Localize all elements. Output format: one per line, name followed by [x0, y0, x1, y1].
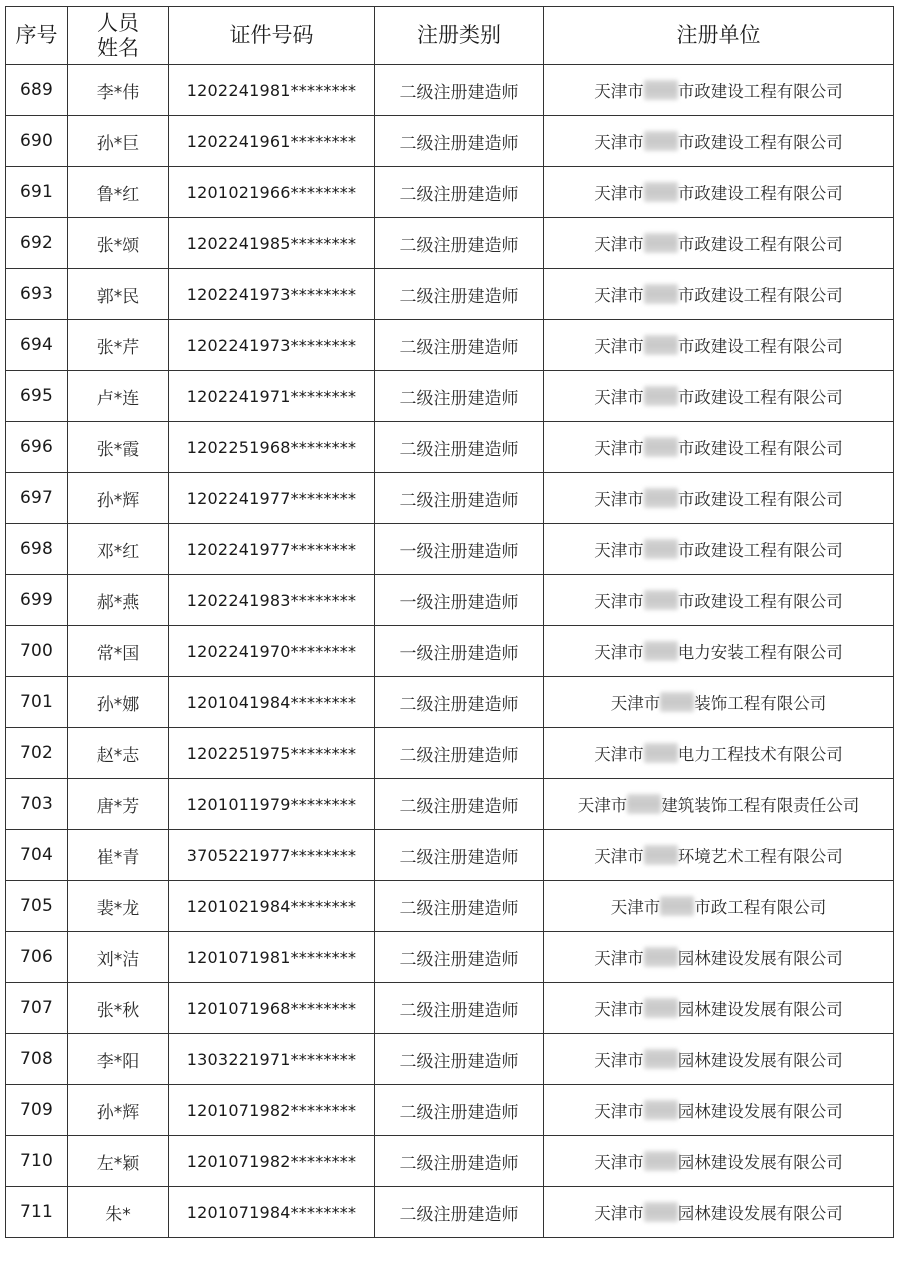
person-name-cell: 崔*青: [68, 830, 169, 881]
unit-suffix: 电力安装工程有限公司: [677, 643, 843, 662]
registration-unit-cell: [544, 1136, 894, 1187]
unit-suffix: 市政建设工程有限公司: [677, 133, 843, 152]
person-name-cell: 郝*燕: [68, 575, 169, 626]
registration-unit-text: [594, 486, 843, 510]
registration-type-cell: 二级注册建造师: [375, 116, 544, 167]
person-name-cell: 邓*红: [68, 524, 169, 575]
table-row: [6, 65, 894, 116]
id-number-cell: 1202241961********: [169, 116, 375, 167]
header-person-name-line2: 姓名: [97, 35, 139, 60]
registration-unit-text: [594, 78, 843, 102]
registration-unit-cell: [544, 983, 894, 1034]
unit-prefix: 天津市: [594, 133, 644, 152]
unit-suffix: 市政建设工程有限公司: [677, 235, 843, 254]
redaction-blur: [644, 845, 678, 865]
id-number-cell: 1201071981********: [169, 932, 375, 983]
redaction-blur: [644, 488, 678, 508]
table-body: [6, 65, 894, 1238]
registration-type-cell: 二级注册建造师: [375, 881, 544, 932]
id-number-cell: 1202241971********: [169, 371, 375, 422]
unit-suffix: 园林建设发展有限公司: [677, 1102, 843, 1121]
table-header-row: [6, 7, 894, 65]
redaction-blur: [644, 590, 678, 610]
id-number-cell: 3705221977********: [169, 830, 375, 881]
table-row: [6, 575, 894, 626]
serial-number-cell: 690: [6, 116, 68, 167]
person-name-cell: 赵*志: [68, 728, 169, 779]
registration-unit-cell: [544, 116, 894, 167]
registration-type-cell: 二级注册建造师: [375, 1085, 544, 1136]
serial-number-cell: 700: [6, 626, 68, 677]
unit-prefix: 天津市: [594, 439, 644, 458]
person-name-cell: 孙*辉: [68, 473, 169, 524]
unit-suffix: 环境艺术工程有限公司: [677, 847, 843, 866]
registration-type-cell: 二级注册建造师: [375, 1034, 544, 1085]
id-number-cell: 1202241970********: [169, 626, 375, 677]
serial-number-cell: 695: [6, 371, 68, 422]
id-number-cell: 1201071968********: [169, 983, 375, 1034]
table-row: [6, 422, 894, 473]
registration-unit-text: [594, 639, 843, 663]
person-name-cell: 张*霞: [68, 422, 169, 473]
unit-prefix: 天津市: [594, 184, 644, 203]
unit-suffix: 市政建设工程有限公司: [677, 337, 843, 356]
redaction-blur: [644, 1202, 678, 1222]
registration-unit-cell: [544, 1034, 894, 1085]
unit-prefix: 天津市: [594, 490, 644, 509]
person-name-cell: 卢*连: [68, 371, 169, 422]
registration-unit-text: [594, 588, 843, 612]
registry-table: [5, 6, 894, 1238]
registry-table-container: [5, 6, 894, 1238]
registration-type-cell: 二级注册建造师: [375, 320, 544, 371]
person-name-cell: 孙*巨: [68, 116, 169, 167]
person-name-cell: 郭*民: [68, 269, 169, 320]
person-name-cell: 左*颖: [68, 1136, 169, 1187]
unit-prefix: 天津市: [594, 82, 644, 101]
unit-suffix: 园林建设发展有限公司: [677, 1153, 843, 1172]
serial-number-cell: 709: [6, 1085, 68, 1136]
registration-unit-cell: [544, 575, 894, 626]
redaction-blur: [644, 998, 678, 1018]
serial-number-cell: 702: [6, 728, 68, 779]
serial-number-cell: 704: [6, 830, 68, 881]
registration-unit-cell: [544, 677, 894, 728]
header-person-name: [68, 7, 169, 65]
person-name-cell: 张*颂: [68, 218, 169, 269]
unit-prefix: 天津市: [594, 745, 644, 764]
registration-unit-text: [594, 333, 843, 357]
redaction-blur: [644, 284, 678, 304]
unit-prefix: 天津市: [594, 337, 644, 356]
redaction-blur: [627, 794, 661, 814]
registration-unit-cell: [544, 371, 894, 422]
table-row: [6, 881, 894, 932]
table-row: [6, 1136, 894, 1187]
redaction-blur: [644, 131, 678, 151]
person-name-cell: 刘*洁: [68, 932, 169, 983]
serial-number-cell: 689: [6, 65, 68, 116]
table-row: [6, 218, 894, 269]
id-number-cell: 1201011979********: [169, 779, 375, 830]
id-number-cell: 1201071982********: [169, 1136, 375, 1187]
unit-suffix: 电力工程技术有限公司: [677, 745, 843, 764]
unit-prefix: 天津市: [594, 643, 644, 662]
registration-unit-cell: [544, 422, 894, 473]
table-row: [6, 1085, 894, 1136]
id-number-cell: 1202241985********: [169, 218, 375, 269]
table-row: [6, 1034, 894, 1085]
id-number-cell: 1202241973********: [169, 269, 375, 320]
unit-suffix: 园林建设发展有限公司: [677, 1000, 843, 1019]
registration-type-cell: 一级注册建造师: [375, 626, 544, 677]
registration-unit-cell: [544, 1187, 894, 1238]
registration-type-cell: 二级注册建造师: [375, 422, 544, 473]
registration-unit-cell: [544, 932, 894, 983]
id-number-cell: 1202251975********: [169, 728, 375, 779]
registration-type-cell: 二级注册建造师: [375, 779, 544, 830]
redaction-blur: [644, 386, 678, 406]
id-number-cell: 1201021984********: [169, 881, 375, 932]
serial-number-cell: 701: [6, 677, 68, 728]
table-row: [6, 626, 894, 677]
serial-number-cell: 711: [6, 1187, 68, 1238]
redaction-blur: [644, 947, 678, 967]
registration-unit-text: [611, 894, 827, 918]
unit-suffix: 建筑装饰工程有限责任公司: [661, 796, 860, 815]
registration-unit-text: [594, 435, 843, 459]
registration-type-cell: 二级注册建造师: [375, 728, 544, 779]
registration-type-cell: 二级注册建造师: [375, 1136, 544, 1187]
id-number-cell: 1202241973********: [169, 320, 375, 371]
registration-type-cell: 二级注册建造师: [375, 269, 544, 320]
registration-unit-cell: [544, 473, 894, 524]
registration-unit-text: [594, 180, 843, 204]
serial-number-cell: 693: [6, 269, 68, 320]
unit-suffix: 园林建设发展有限公司: [677, 949, 843, 968]
serial-number-cell: 708: [6, 1034, 68, 1085]
registration-type-cell: 二级注册建造师: [375, 1187, 544, 1238]
registration-unit-cell: [544, 626, 894, 677]
id-number-cell: 1202241981********: [169, 65, 375, 116]
person-name-cell: 李*阳: [68, 1034, 169, 1085]
unit-suffix: 市政建设工程有限公司: [677, 184, 843, 203]
registration-unit-text: [594, 282, 843, 306]
unit-prefix: 天津市: [594, 1102, 644, 1121]
registration-type-cell: 二级注册建造师: [375, 371, 544, 422]
registration-unit-cell: [544, 167, 894, 218]
registration-unit-cell: [544, 524, 894, 575]
redaction-blur: [644, 539, 678, 559]
unit-prefix: 天津市: [594, 1000, 644, 1019]
id-number-cell: 1202251968********: [169, 422, 375, 473]
table-row: [6, 677, 894, 728]
table-row: [6, 371, 894, 422]
redaction-blur: [644, 1151, 678, 1171]
table-row: [6, 1187, 894, 1238]
id-number-cell: 1202241977********: [169, 524, 375, 575]
serial-number-cell: 694: [6, 320, 68, 371]
unit-prefix: 天津市: [594, 286, 644, 305]
unit-suffix: 园林建设发展有限公司: [677, 1051, 843, 1070]
registration-unit-cell: [544, 320, 894, 371]
unit-prefix: 天津市: [594, 847, 644, 866]
person-name-cell: 孙*辉: [68, 1085, 169, 1136]
id-number-cell: 1201071984********: [169, 1187, 375, 1238]
registration-unit-text: [594, 843, 843, 867]
person-name-cell: 鲁*红: [68, 167, 169, 218]
registration-unit-cell: [544, 269, 894, 320]
unit-suffix: 园林建设发展有限公司: [677, 1204, 843, 1223]
header-registration-unit: 注册单位: [544, 7, 894, 65]
registration-unit-cell: [544, 65, 894, 116]
registration-unit-text: [594, 537, 843, 561]
table-row: [6, 728, 894, 779]
registration-type-cell: 一级注册建造师: [375, 575, 544, 626]
unit-prefix: 天津市: [610, 694, 661, 713]
header-serial-number: 序号: [6, 7, 68, 65]
header-id-number: 证件号码: [169, 7, 375, 65]
redaction-blur: [644, 182, 678, 202]
id-number-cell: 1202241983********: [169, 575, 375, 626]
person-name-cell: 孙*娜: [68, 677, 169, 728]
serial-number-cell: 697: [6, 473, 68, 524]
registration-type-cell: 二级注册建造师: [375, 218, 544, 269]
person-name-cell: 张*秋: [68, 983, 169, 1034]
unit-suffix: 市政建设工程有限公司: [677, 490, 843, 509]
registration-unit-text: [594, 129, 843, 153]
registration-unit-text: [594, 384, 843, 408]
unit-prefix: 天津市: [577, 796, 628, 815]
registration-unit-cell: [544, 1085, 894, 1136]
unit-suffix: 市政工程有限公司: [694, 898, 827, 917]
serial-number-cell: 710: [6, 1136, 68, 1187]
registration-type-cell: 二级注册建造师: [375, 473, 544, 524]
serial-number-cell: 696: [6, 422, 68, 473]
serial-number-cell: 691: [6, 167, 68, 218]
table-row: [6, 320, 894, 371]
serial-number-cell: 703: [6, 779, 68, 830]
table-row: [6, 269, 894, 320]
registration-type-cell: 一级注册建造师: [375, 524, 544, 575]
redaction-blur: [644, 1100, 678, 1120]
registration-unit-text: [594, 741, 843, 765]
unit-prefix: 天津市: [610, 898, 661, 917]
person-name-cell: 李*伟: [68, 65, 169, 116]
serial-number-cell: 705: [6, 881, 68, 932]
table-row: [6, 167, 894, 218]
registration-unit-text: [578, 792, 860, 816]
table-row: [6, 473, 894, 524]
serial-number-cell: 707: [6, 983, 68, 1034]
unit-suffix: 市政建设工程有限公司: [677, 541, 843, 560]
unit-prefix: 天津市: [594, 1204, 644, 1223]
serial-number-cell: 699: [6, 575, 68, 626]
person-name-cell: 裴*龙: [68, 881, 169, 932]
header-person-name-line1: 人员: [97, 10, 139, 35]
registration-unit-cell: [544, 830, 894, 881]
unit-suffix: 市政建设工程有限公司: [677, 592, 843, 611]
id-number-cell: 1201071982********: [169, 1085, 375, 1136]
registration-unit-cell: [544, 779, 894, 830]
registration-unit-cell: [544, 218, 894, 269]
unit-prefix: 天津市: [594, 388, 644, 407]
serial-number-cell: 698: [6, 524, 68, 575]
registration-type-cell: 二级注册建造师: [375, 932, 544, 983]
registration-unit-text: [594, 1047, 843, 1071]
person-name-cell: 唐*芳: [68, 779, 169, 830]
unit-suffix: 市政建设工程有限公司: [677, 286, 843, 305]
id-number-cell: 1201021966********: [169, 167, 375, 218]
unit-prefix: 天津市: [594, 1051, 644, 1070]
person-name-cell: 朱*: [68, 1187, 169, 1238]
registration-type-cell: 二级注册建造师: [375, 830, 544, 881]
registration-unit-text: [594, 1200, 843, 1224]
registration-unit-text: [594, 996, 843, 1020]
serial-number-cell: 706: [6, 932, 68, 983]
header-registration-type: 注册类别: [375, 7, 544, 65]
table-row: [6, 932, 894, 983]
redaction-blur: [644, 437, 678, 457]
person-name-cell: 张*芹: [68, 320, 169, 371]
unit-prefix: 天津市: [594, 949, 644, 968]
id-number-cell: 1202241977********: [169, 473, 375, 524]
unit-prefix: 天津市: [594, 235, 644, 254]
redaction-blur: [644, 335, 678, 355]
registration-type-cell: 二级注册建造师: [375, 167, 544, 218]
id-number-cell: 1201041984********: [169, 677, 375, 728]
table-row: [6, 116, 894, 167]
table-row: [6, 524, 894, 575]
redaction-blur: [644, 743, 678, 763]
registration-unit-cell: [544, 728, 894, 779]
registration-type-cell: 二级注册建造师: [375, 677, 544, 728]
person-name-cell: 常*国: [68, 626, 169, 677]
redaction-blur: [660, 692, 694, 712]
registration-unit-text: [594, 1149, 843, 1173]
registration-unit-cell: [544, 881, 894, 932]
table-row: [6, 830, 894, 881]
unit-suffix: 市政建设工程有限公司: [677, 82, 843, 101]
id-number-cell: 1303221971********: [169, 1034, 375, 1085]
registration-unit-text: [594, 1098, 843, 1122]
registration-type-cell: 二级注册建造师: [375, 983, 544, 1034]
redaction-blur: [644, 80, 678, 100]
table-row: [6, 779, 894, 830]
registration-unit-text: [594, 945, 843, 969]
registration-unit-text: [594, 231, 843, 255]
registration-unit-text: [611, 690, 827, 714]
redaction-blur: [644, 233, 678, 253]
table-row: [6, 983, 894, 1034]
redaction-blur: [660, 896, 694, 916]
unit-suffix: 装饰工程有限公司: [694, 694, 827, 713]
redaction-blur: [644, 641, 678, 661]
unit-prefix: 天津市: [594, 541, 644, 560]
serial-number-cell: 692: [6, 218, 68, 269]
unit-suffix: 市政建设工程有限公司: [677, 439, 843, 458]
redaction-blur: [644, 1049, 678, 1069]
registration-type-cell: 二级注册建造师: [375, 65, 544, 116]
unit-prefix: 天津市: [594, 592, 644, 611]
unit-prefix: 天津市: [594, 1153, 644, 1172]
unit-suffix: 市政建设工程有限公司: [677, 388, 843, 407]
